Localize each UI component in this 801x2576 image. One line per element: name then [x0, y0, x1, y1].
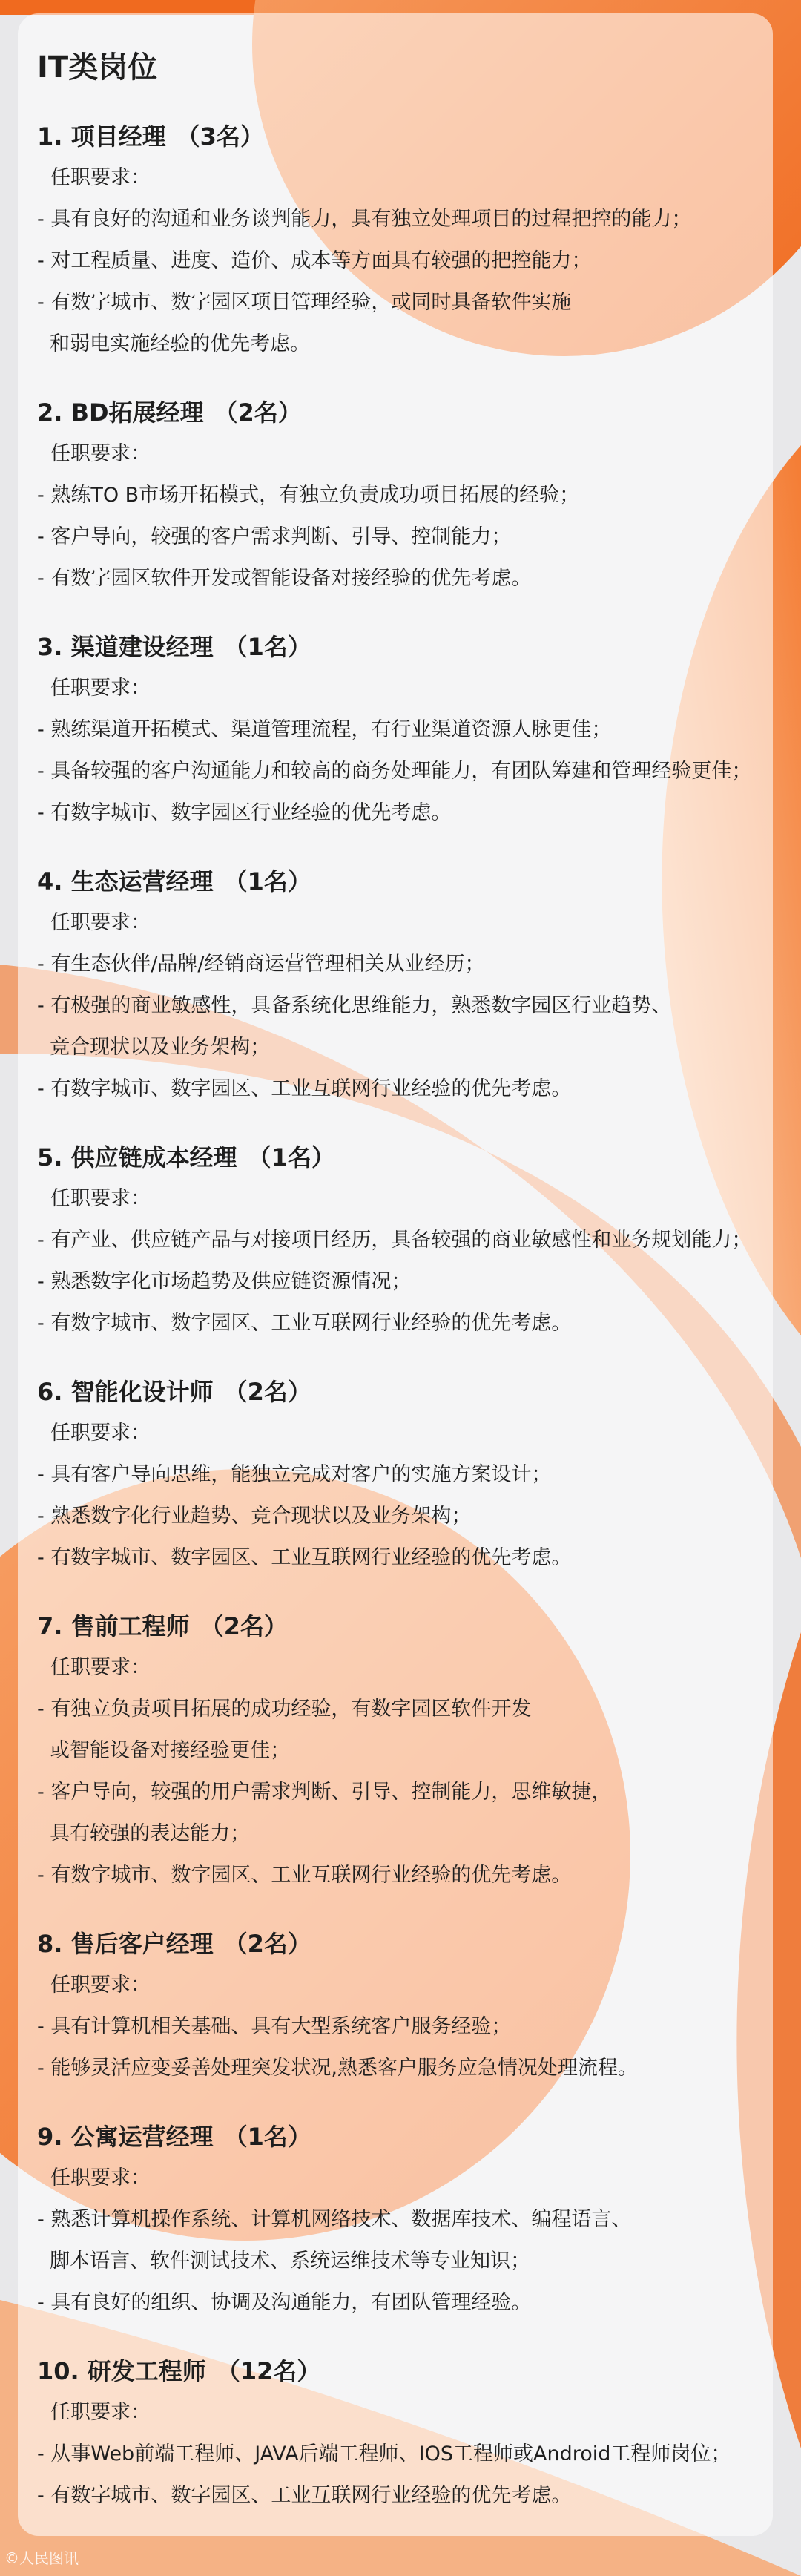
job-headcount: （2名） — [214, 398, 302, 427]
requirement-line: - 客户导向，较强的客户需求判断、引导、控制能力； — [37, 525, 512, 548]
requirements-label: 任职要求： — [50, 1422, 151, 1445]
job-name: 9. 公寓运营经理 — [37, 2123, 214, 2151]
requirement-line: 具有较强的表达能力； — [37, 1822, 251, 1845]
requirement-line: - 能够灵活应变妥善处理突发状况,熟悉客户服务应急情况处理流程。 — [37, 2057, 638, 2080]
requirements-label: 任职要求： — [50, 1656, 151, 1679]
job-section — [37, 1137, 771, 1371]
job-name: 4. 生态运营经理 — [37, 867, 214, 896]
job-section — [37, 1923, 771, 2116]
job-headcount: （12名） — [216, 2357, 321, 2385]
requirement-line: - 具有计算机相关基础、具有大型系统客户服务经验； — [37, 2015, 512, 2038]
job-section — [37, 392, 771, 626]
requirement-line: - 熟悉数字化市场趋势及供应链资源情况； — [37, 1270, 412, 1293]
job-headcount: （2名） — [223, 1378, 312, 1406]
job-name: 10. 研发工程师 — [37, 2357, 206, 2385]
job-title — [37, 2350, 771, 2392]
job-listing — [37, 46, 771, 2543]
requirement-line: - 具有良好的组织、协调及沟通能力，有团队管理经验。 — [37, 2291, 532, 2314]
requirements-label: 任职要求： — [50, 677, 151, 700]
job-name: 7. 售前工程师 — [37, 1612, 190, 1640]
requirement-line: - 熟练渠道开拓模式、渠道管理流程，有行业渠道资源人脉更佳； — [37, 718, 612, 741]
requirements-label: 任职要求： — [50, 166, 151, 189]
requirements-label: 任职要求： — [50, 2401, 151, 2424]
job-title — [37, 392, 771, 433]
requirement-line: - 熟练TO B市场开拓模式，有独立负责成功项目拓展的经验； — [37, 484, 580, 507]
requirement-line: 脚本语言、软件测试技术、系统运维技术等专业知识； — [37, 2250, 531, 2273]
requirement-line: - 对工程质量、进度、造价、成本等方面具有较强的把控能力； — [37, 249, 592, 272]
requirement-line: 竞合现状以及业务架构； — [37, 1036, 271, 1059]
job-title — [37, 1923, 771, 1965]
job-name: 5. 供应链成本经理 — [37, 1143, 237, 1172]
job-section — [37, 626, 771, 861]
job-title — [37, 861, 771, 902]
job-headcount: （1名） — [223, 633, 312, 661]
job-section — [37, 2116, 771, 2350]
requirement-line: - 具有客户导向思维，能独立完成对客户的实施方案设计； — [37, 1463, 552, 1486]
requirements-label: 任职要求： — [50, 2166, 151, 2189]
job-section — [37, 1371, 771, 1606]
requirements-label: 任职要求： — [50, 1187, 151, 1210]
job-section — [37, 1606, 771, 1923]
requirements-label: 任职要求： — [50, 911, 151, 934]
requirement-line: - 有数字城市、数字园区、工业互联网行业经验的优先考虑。 — [37, 1864, 572, 1887]
job-list — [37, 116, 771, 2543]
requirement-line: - 客户导向，较强的用户需求判断、引导、控制能力，思维敏捷， — [37, 1781, 612, 1804]
requirement-line: - 具有良好的沟通和业务谈判能力，具有独立处理项目的过程把控的能力； — [37, 208, 692, 231]
job-headcount: （2名） — [200, 1612, 288, 1640]
requirement-line: - 有数字城市、数字园区、工业互联网行业经验的优先考虑。 — [37, 1546, 572, 1569]
job-title — [37, 1606, 771, 1647]
requirements-label: 任职要求： — [50, 1974, 151, 1997]
requirement-line: - 具备较强的客户沟通能力和较高的商务处理能力，有团队筹建和管理经验更佳； — [37, 760, 752, 783]
job-section — [37, 116, 771, 392]
job-section — [37, 861, 771, 1137]
requirement-line: - 从事Web前端工程师、JAVA后端工程师、IOS工程师或Android工程师岗位； — [37, 2442, 731, 2465]
requirement-line: - 熟悉计算机操作系统、计算机网络技术、数据库技术、编程语言、 — [37, 2208, 632, 2231]
requirement-line: - 有数字城市、数字园区、工业互联网行业经验的优先考虑。 — [37, 1312, 572, 1335]
page-title: IT类岗位 — [37, 50, 158, 85]
job-headcount: （1名） — [247, 1143, 335, 1172]
job-title — [37, 626, 771, 668]
requirement-line: - 有数字城市、数字园区项目管理经验，或同时具备软件实施 — [37, 291, 572, 314]
job-name: 6. 智能化设计师 — [37, 1378, 214, 1406]
requirement-line: - 有数字城市、数字园区行业经验的优先考虑。 — [37, 801, 452, 824]
requirement-line: - 有数字园区软件开发或智能设备对接经验的优先考虑。 — [37, 567, 532, 590]
job-title — [37, 116, 771, 157]
requirements-label: 任职要求： — [50, 442, 151, 465]
job-headcount: （2名） — [223, 1930, 312, 1958]
job-title — [37, 1371, 771, 1413]
job-title — [37, 1137, 771, 1178]
requirement-line: - 有数字城市、数字园区、工业互联网行业经验的优先考虑。 — [37, 2484, 572, 2507]
requirement-line: - 有独立负责项目拓展的成功经验，有数字园区软件开发 — [37, 1698, 532, 1721]
job-headcount: （3名） — [176, 122, 264, 151]
job-section — [37, 2350, 771, 2543]
requirement-line: - 有极强的商业敏感性，具备系统化思维能力，熟悉数字园区行业趋势、 — [37, 994, 672, 1017]
job-headcount: （1名） — [223, 2123, 312, 2151]
requirement-line: 或智能设备对接经验更佳； — [37, 1739, 291, 1762]
requirement-line: - 有数字城市、数字园区、工业互联网行业经验的优先考虑。 — [37, 1077, 572, 1100]
job-name: 8. 售后客户经理 — [37, 1930, 214, 1958]
requirement-line: - 有产业、供应链产品与对接项目经历，具备较强的商业敏感性和业务规划能力； — [37, 1229, 752, 1252]
requirement-line: - 熟悉数字化行业趋势、竞合现状以及业务架构； — [37, 1505, 472, 1528]
requirement-line: 和弱电实施经验的优先考虑。 — [37, 332, 311, 355]
requirement-line: - 有生态伙伴/品牌/经销商运营管理相关从业经历； — [37, 953, 485, 976]
job-name: 1. 项目经理 — [37, 122, 166, 151]
job-name: 2. BD拓展经理 — [37, 398, 204, 427]
watermark: ©人民图讯 — [4, 2549, 79, 2567]
job-title — [37, 2116, 771, 2158]
job-headcount: （1名） — [223, 867, 312, 896]
job-name: 3. 渠道建设经理 — [37, 633, 214, 661]
